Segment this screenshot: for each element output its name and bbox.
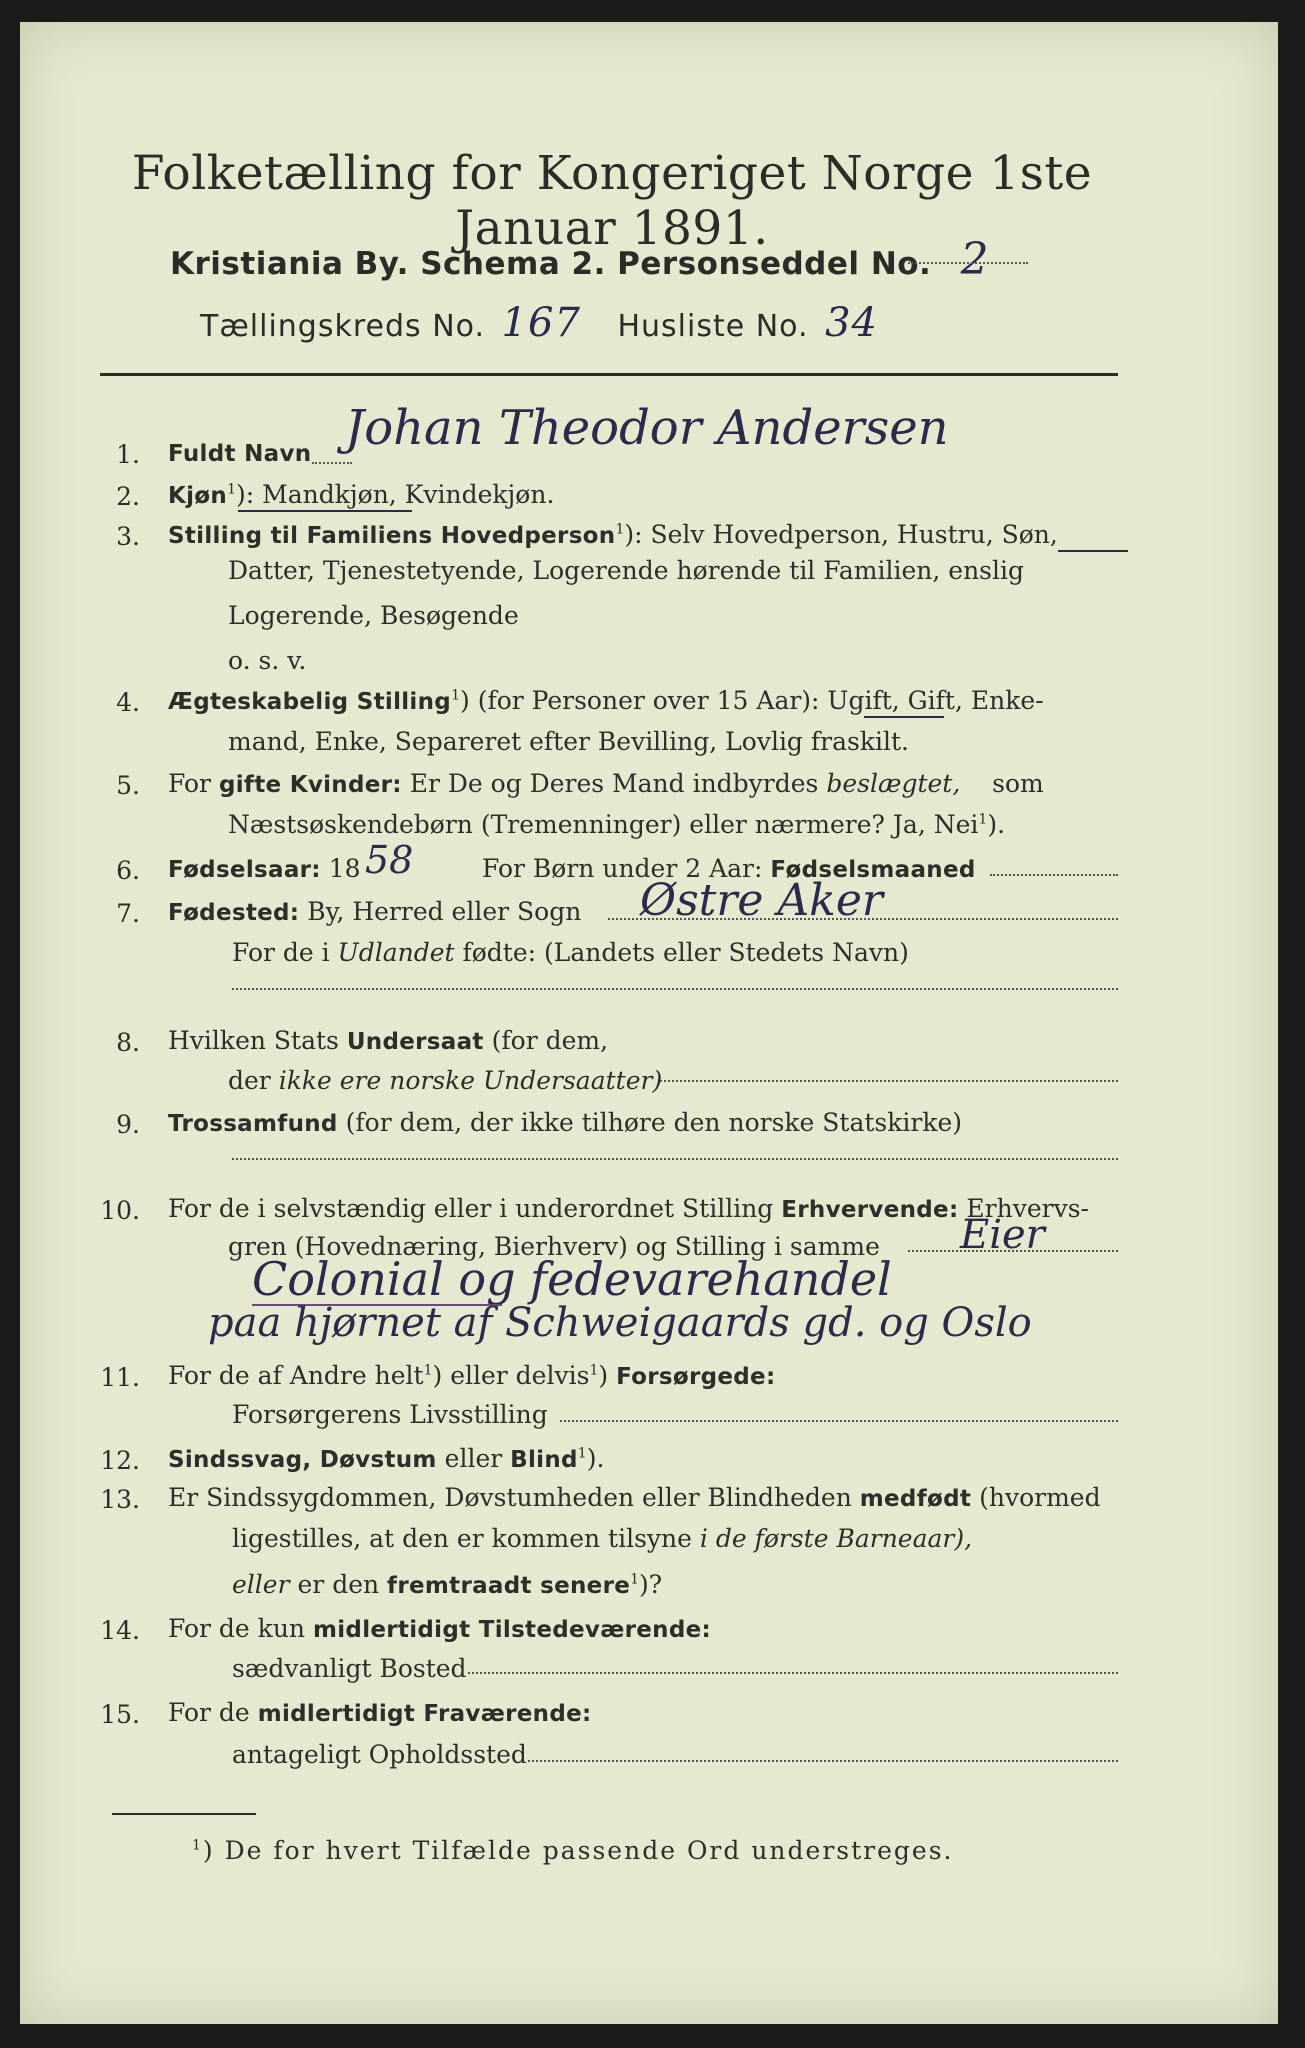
taellingskreds-number: 167 [501,300,581,346]
item-number: 2. [116,482,140,511]
congenital-line3-end: )? [639,1570,663,1599]
family-position-label: Stilling til Familiens Hovedperson [168,523,616,549]
religion-text: (for dem, der ikke tilhøre den norske Statskirke) [345,1108,963,1137]
birthplace-label: Fødested: [168,900,300,926]
header-divider [100,373,1118,376]
citizenship-label: Undersaat [346,1029,484,1055]
item-number: 4. [116,688,140,717]
citizenship-line2-italic: ikke ere norske Undersaatter) [278,1066,663,1095]
footnote-text: ) De for hvert Tilfælde passende Ord understreges. [202,1836,954,1865]
footnote-divider [112,1813,256,1815]
congenital-field [168,1485,1101,1511]
marital-status-field: Ægteskabelig Stilling$^1$) (for Personer over 15 Aar): Ugift, Gift, Enke- [168,686,1044,715]
birth-year-answer: 58 [365,838,414,882]
religion-field [168,1110,962,1136]
citizenship-line2-pre: der [228,1066,271,1095]
item-number: 1. [116,440,140,469]
personseddel-number: 2 [960,234,990,285]
citizenship-pre: Hvilken Stats [168,1026,339,1055]
temporary-absent-label: midlertidigt Fraværende: [257,1701,592,1727]
usual-residence-dotted-line [468,1672,1118,1674]
disability-field: Sindssvag, Døvstum eller Blind$^1$). [168,1444,605,1473]
dependent-pre: For de af Andre helt [168,1361,424,1390]
schema-line [170,234,989,285]
usual-residence-label: sædvanligt Bosted [232,1654,467,1683]
personseddel-dotted-line [908,262,1028,264]
footnote-mark: 1 [615,521,625,538]
marital-status-underline-ugift [864,716,944,718]
foreign-birthplace-dotted-line [232,988,1118,990]
marital-status-options-line1: (for Personer over 15 Aar): Ugift, Gift, Enke- [477,686,1044,715]
dependent-label: Forsørgede: [616,1364,776,1390]
congenital-pre: Er Sindssygdommen, Døvstumheden eller Blindheden [168,1483,852,1512]
married-women-label: gifte Kvinder: [218,772,402,798]
sex-underline-mandkjon [238,510,412,512]
occupation-answer-2: Colonial og fedevarehandel [252,1252,892,1306]
full-name-label [168,440,311,466]
married-women-question: Er De og Deres Mand indbyrdes [409,769,819,798]
foreign-birthplace-field [232,940,909,965]
congenital-line2 [232,1526,972,1551]
congenital-line3-text: er den [297,1570,380,1599]
religion-dotted-line [232,1158,1118,1160]
provider-occupation-dotted-line [560,1420,1118,1422]
married-women-line2: Næstsøskendebørn (Tremenninger) eller nærmere? Ja, Nei$^1$). [228,810,1006,839]
item-number: 11. [100,1363,140,1392]
full-name-label-text: Fuldt Navn [168,441,312,467]
marital-status-label: Ægteskabelig Stilling [168,689,452,715]
congenital-line2-italic: i de første Barneaar), [699,1524,973,1553]
citizenship-line2 [228,1068,662,1093]
footnote-mark: 1 [192,1837,203,1854]
birth-year-prefix: 18 [328,854,361,883]
birth-month-label: Fødselsmaaned [770,857,976,883]
temporary-present-label: midlertidigt Tilstedeværende: [312,1617,711,1643]
disability-label2: Blind [510,1447,578,1473]
disability-mid: eller [444,1444,503,1473]
footnote-mark: 1 [227,481,237,498]
item-number: 14. [100,1616,140,1645]
temporary-absent-pre: For de [168,1698,250,1727]
birth-year-label: Fødselsaar: [168,857,321,883]
birth-month-dotted-line [990,874,1118,876]
item-number: 13. [100,1485,140,1514]
item-number: 8. [116,1028,140,1057]
item-number: 15. [100,1700,140,1729]
occupation-pre: For de i selvstændig eller i underordnet Stilling [168,1194,774,1223]
birthplace-field [168,899,581,925]
family-position-options-line4: o. s. v. [228,646,307,675]
congenital-line3: eller er den fremtraadt senere$^1$)? [232,1570,663,1599]
full-name-answer: Johan Theodor Andersen [345,400,949,456]
married-women-pre: For [168,769,211,798]
citizenship-field [168,1028,608,1054]
congenital-line3-italic: eller [232,1570,290,1599]
full-name-dotted-line [312,462,352,464]
provider-occupation-label: Forsørgerens Livsstilling [232,1400,548,1429]
taellingskreds-line [200,300,878,346]
foreign-birthplace-text: fødte: (Landets eller Stedets Navn) [462,938,909,967]
item-number: 9. [116,1110,140,1139]
footnote [192,1836,953,1865]
husliste-label: Husliste No. [617,309,809,344]
sex-label: Kjøn [168,483,228,509]
occupation-answer-1: Eier [960,1212,1045,1258]
occupation-post: Erhvervs- [966,1194,1089,1223]
married-women-question-end: som [992,769,1044,798]
form-title: Folketælling for Kongeriget Norge 1ste Januar 1891. [131,146,1093,256]
congenital-line2-text: ligestilles, at den er kommen tilsyne [232,1524,692,1553]
family-position-underline-son [1058,550,1128,552]
temporary-absent-field [168,1700,592,1726]
occupation-answer-3: paa hjørnet af Schweigaards gd. og Oslo [208,1300,1032,1346]
item-number: 7. [116,899,140,928]
temporary-present-pre: For de kun [168,1614,306,1643]
item-number: 3. [116,522,140,551]
sex-field: Kjøn$^1$): Mandkjøn, Kvindekjøn. [168,480,555,509]
disability-label: Sindssvag, Døvstum [168,1447,437,1473]
birth-month-text: For Børn under 2 Aar: [482,854,763,883]
probable-residence-dotted-line [528,1760,1118,1762]
occupation-label: Erhvervende: [781,1197,959,1223]
citizenship-dotted-line [660,1080,1118,1082]
occupation-line2: gren (Hovednæring, Bierhverv) og Stilling i samme [228,1232,880,1261]
probable-residence-label: antageligt Opholdssted [232,1740,527,1769]
married-women-options: Næstsøskendebørn (Tremenninger) eller nærmere? Ja, Nei [228,810,979,839]
religion-label: Trossamfund [168,1111,338,1137]
married-women-question-italic: beslægtet, [826,769,961,798]
congenital-label: medfødt [859,1486,972,1512]
dependent-field: For de af Andre helt$^1$) eller delvis$^1$) Forsørgede: [168,1361,776,1390]
citizenship-text: (for dem, [491,1026,609,1055]
item-number: 5. [116,771,140,800]
foreign-birthplace-italic: Udlandet [337,938,455,967]
item-number: 12. [100,1446,140,1475]
marital-status-options-line2: mand, Enke, Separeret efter Bevilling, Lovlig fraskilt. [228,727,909,756]
foreign-birthplace-pre: For de i [232,938,330,967]
congenital-line3-label: fremtraadt senere [387,1573,631,1599]
footnote-mark: 1 [451,687,460,704]
occupation-field [168,1196,1089,1222]
temporary-present-field [168,1616,711,1642]
birthplace-dotted-line [608,918,1118,920]
taellingskreds-label: Tællingskreds No. [200,309,485,344]
husliste-number: 34 [825,300,878,346]
item-number: 6. [116,856,140,885]
congenital-post: (hvormed [979,1483,1101,1512]
disability-end: ). [586,1444,605,1473]
birthplace-answer: Østre Aker [640,875,883,926]
married-women-field [168,771,1044,797]
dependent-mid: eller delvis [450,1361,590,1390]
item-number: 10. [100,1196,140,1225]
schema-line-label: Kristiania By. Schema 2. Personseddel No. [170,246,932,282]
birth-year-field [168,856,361,882]
family-position-options-line2: Datter, Tjenestetyende, Logerende hørende til Familien, enslig [228,556,1025,585]
birthplace-text: By, Herred eller Sogn [307,897,582,926]
family-position-options-line1: Selv Hovedperson, Hustru, Søn, [650,520,1058,549]
family-position-options-line3: Logerende, Besøgende [228,601,519,630]
sex-options: Mandkjøn, Kvindekjøn. [262,480,555,509]
family-position-field: Stilling til Familiens Hovedperson$^1$): Selv Hovedperson, Hustru, Søn, [168,520,1058,549]
